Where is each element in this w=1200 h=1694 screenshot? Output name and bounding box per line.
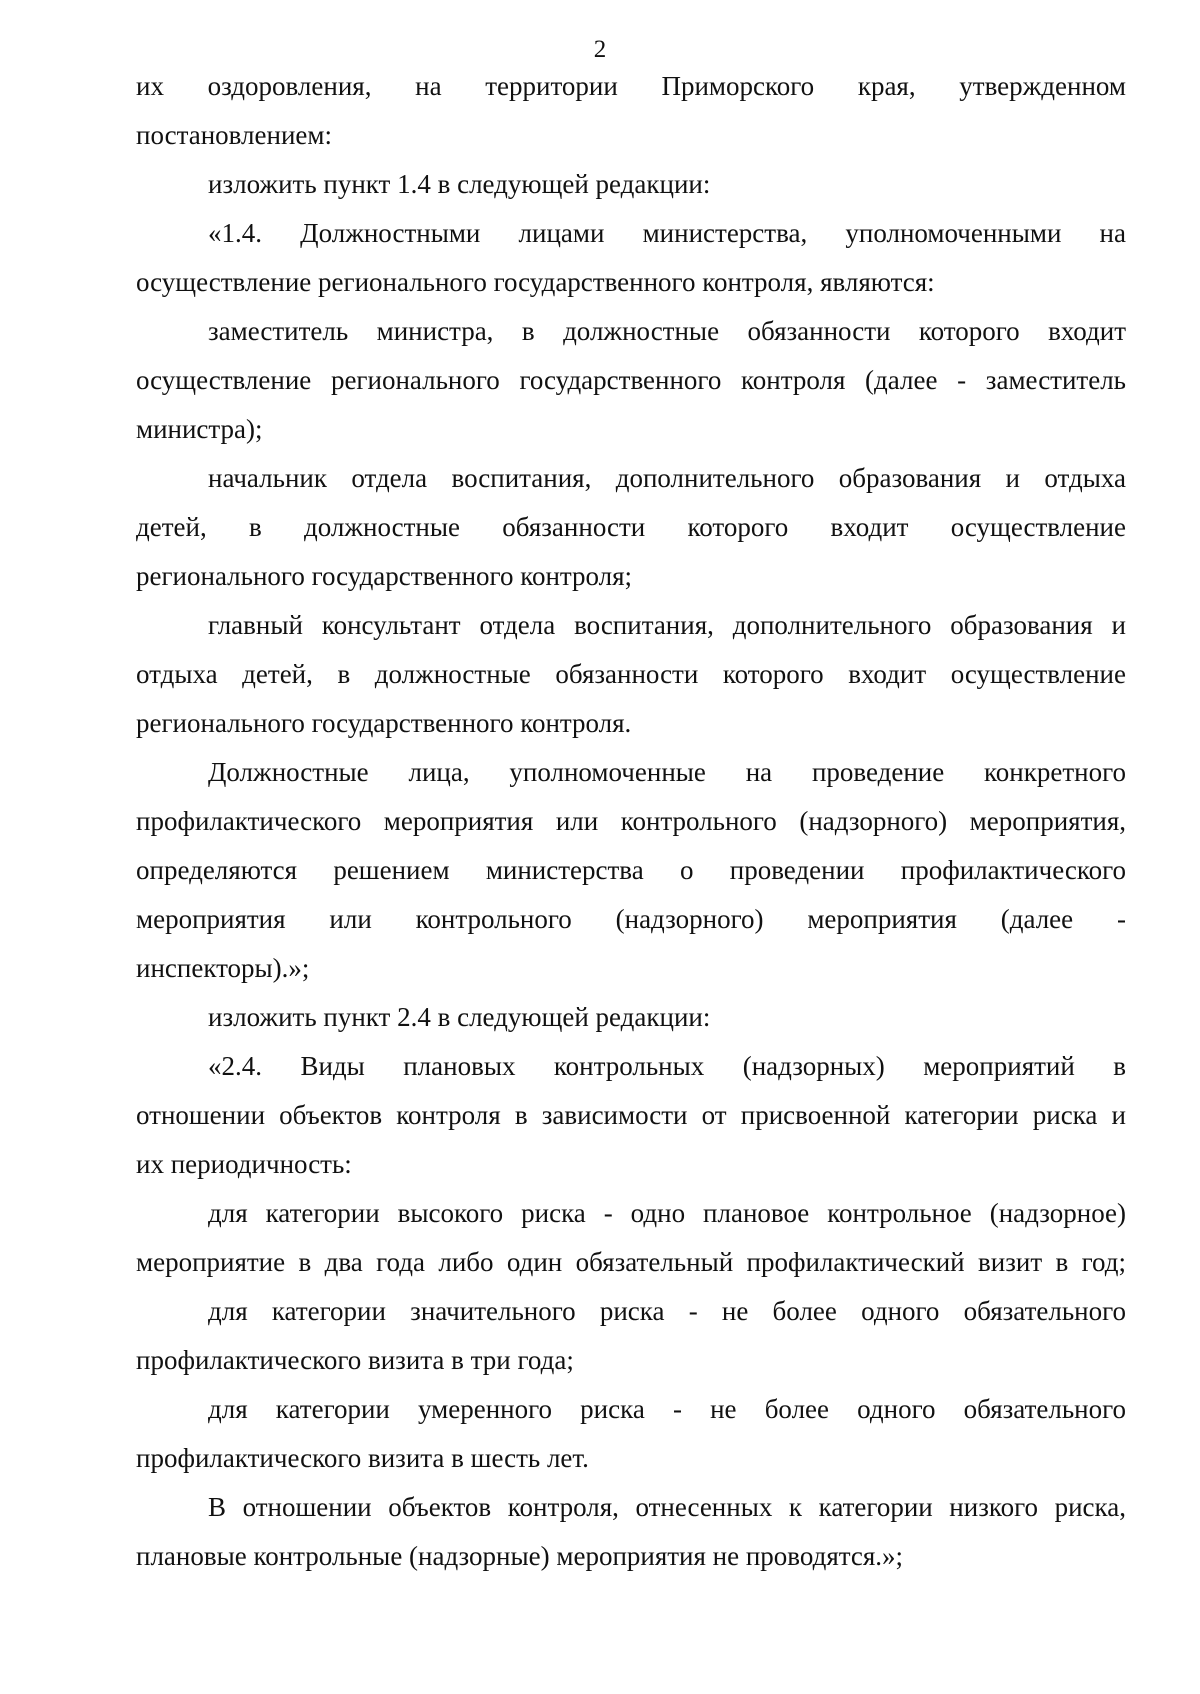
text-line: В отношении объектов контроля, отнесенных к категории низкого риска, [208,1492,1126,1522]
text-line: профилактического мероприятия или контрольного (надзорного) мероприятия, [136,806,1126,836]
text-line: регионального государственного контроля; [136,561,633,591]
text-line: отношении объектов контроля в зависимости от присвоенной категории риска и [136,1100,1126,1130]
text-line: начальник отдела воспитания, дополнительного образования и отдыха [208,463,1126,493]
text-line: инспекторы).»; [136,953,310,983]
text-line: Должностные лица, уполномоченные на проведение конкретного [208,757,1126,787]
text-line: для категории значительного риска - не более одного обязательного [208,1296,1126,1326]
text-line: для категории умеренного риска - не более одного обязательного [208,1394,1126,1424]
text-line: изложить пункт 2.4 в следующей редакции: [208,1002,711,1032]
text-line: «1.4. Должностными лицами министерства, уполномоченными на [208,218,1126,248]
text-line: постановлением: [136,120,332,150]
text-line: детей, в должностные обязанности которого входит осуществление [136,512,1126,542]
text-line: «2.4. Виды плановых контрольных (надзорных) мероприятий в [208,1051,1126,1081]
page-number: 2 [593,36,607,63]
text-line: изложить пункт 1.4 в следующей редакции: [208,169,711,199]
text-line: профилактического визита в три года; [136,1345,574,1375]
text-line: плановые контрольные (надзорные) мероприятия не проводятся.»; [136,1541,904,1571]
text-line: профилактического визита в шесть лет. [136,1443,589,1473]
text-line: главный консультант отдела воспитания, дополнительного образования и [208,610,1126,640]
text-line: заместитель министра, в должностные обязанности которого входит [208,316,1126,346]
text-line: регионального государственного контроля. [136,708,632,738]
text-line: министра); [136,414,263,444]
text-line: для категории высокого риска - одно плановое контрольное (надзорное) [208,1198,1126,1228]
text-line: мероприятия или контрольного (надзорного) мероприятия (далее - [136,904,1126,934]
text-line: осуществление регионального государственного контроля (далее - заместитель [136,365,1126,395]
text-line: мероприятие в два года либо один обязательный профилактический визит в год; [136,1247,1126,1277]
text-line: их оздоровления, на территории Приморского края, утвержденном [136,71,1126,101]
text-line: осуществление регионального государственного контроля, являются: [136,267,935,297]
text-line: их периодичность: [136,1149,352,1179]
text-line: отдыха детей, в должностные обязанности которого входит осуществление [136,659,1126,689]
document-body [136,62,1126,1581]
text-line: определяются решением министерства о проведении профилактического [136,855,1126,885]
